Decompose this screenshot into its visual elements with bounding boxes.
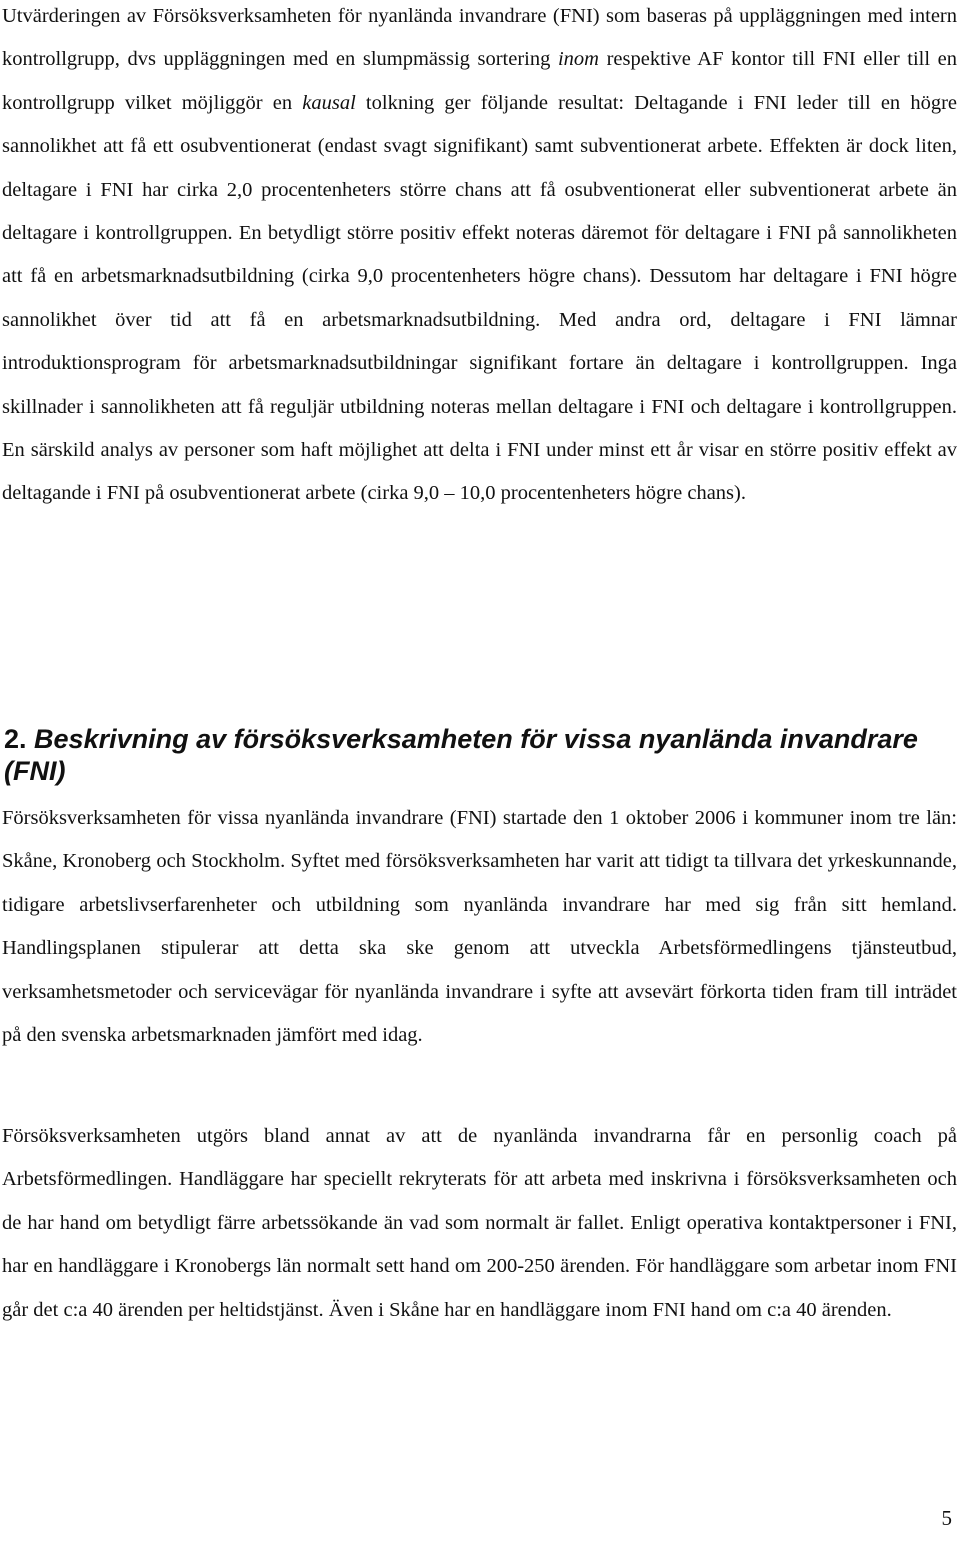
emphasis-inom: inom: [557, 48, 599, 71]
description-paragraph: Försöksverksamheten för vissa nyanlända invandrare (FNI) startade den 1 oktober 2006 i kommuner inom tre län: Skåne, Kronoberg och Stockholm. Syftet med försöksverksamheten har varit att tidigt ta tillvara det yrkeskunnande, tidigare arbetslivserfarenheter och utbildning som nyanlända invandrare har med sig från sitt hemland. Handlingsplanen stipulerar att detta ska ske genom att utveckla Arbetsförmedlingens tjänsteutbud, verksamhetsmetoder och servicevägar för nyanlända invandrare i syfte att avsevärt förkorta tiden fram till inträdet på den svenska arbetsmarknaden jämfört med idag.: [2, 807, 957, 1047]
results-paragraph: [2, 0, 957, 516]
section-heading: [4, 723, 944, 787]
results-text-part-3: tolkning ger följande resultat: Deltagande i FNI leder till en högre sannolikhet att få ett osubventionerat (endast svagt signifikant) samt subventionerat arbete. Effekten är dock liten, deltagare i FNI har cirka 2,0 procentenheters större chans att få osubventionerat eller subventionerat arbete än deltagare i kontrollgruppen. En betydligt större positiv effekt noteras däremot för deltagare i FNI på sannolikheten att få en arbetsmarknadsutbildning (cirka 9,0 procentenheters högre chans). Dessutom har deltagare i FNI högre sannolikhet över tid att få en arbetsmarknadsutbildning. Med andra ord, deltagare i FNI lämnar introduktionsprogram för arbetsmarknadsutbildningar signifikant fortare än deltagare i kontrollgruppen. Inga skillnader i sannolikheten att få reguljär utbildning noteras mellan deltagare i FNI och deltagare i kontrollgruppen. En särskild analys av personer som haft möjlighet att delta i FNI under minst ett år visar en större positiv effekt av deltagande i FNI på osubventionerat arbete (cirka 9,0 – 10,0 procentenheters högre chans).: [2, 91, 958, 505]
page-number: 5: [941, 1506, 952, 1530]
coach-paragraph: Försöksverksamheten utgörs bland annat av att de nyanlända invandrarna får en personlig coach på Arbetsförmedlingen. Handläggare har speciellt rekryterats för att arbeta med inskrivna i försöksverksamheten och de har hand om betydligt färre arbetssökande än vad som normalt är fallet. Enligt operativa kontaktpersoner i FNI, har en handläggare i Kronobergs län normalt sett hand om 200-250 ärenden. För handläggare som arbetar inom FNI går det c:a 40 ärenden per heltidstjänst. Även i Skåne har en handläggare inom FNI hand om c:a 40 ärenden.: [2, 1125, 957, 1321]
section-number: 2.: [4, 724, 27, 754]
results-text-part-2: respektive AF kontor till FNI eller till en kontrollgrupp vilket möjliggör en: [2, 48, 958, 114]
results-text-part-1: Utvärderingen av Försöksverksamheten för nyanlända invandrare (FNI) som baseras på uppläggningen med intern kontrollgrupp, dvs uppläggningen med en slumpmässig sortering: [2, 5, 957, 71]
emphasis-kausal: kausal: [302, 91, 356, 114]
section-title: Beskrivning av försöksverksamheten för vissa nyanlända invandrare (FNI): [4, 724, 918, 786]
